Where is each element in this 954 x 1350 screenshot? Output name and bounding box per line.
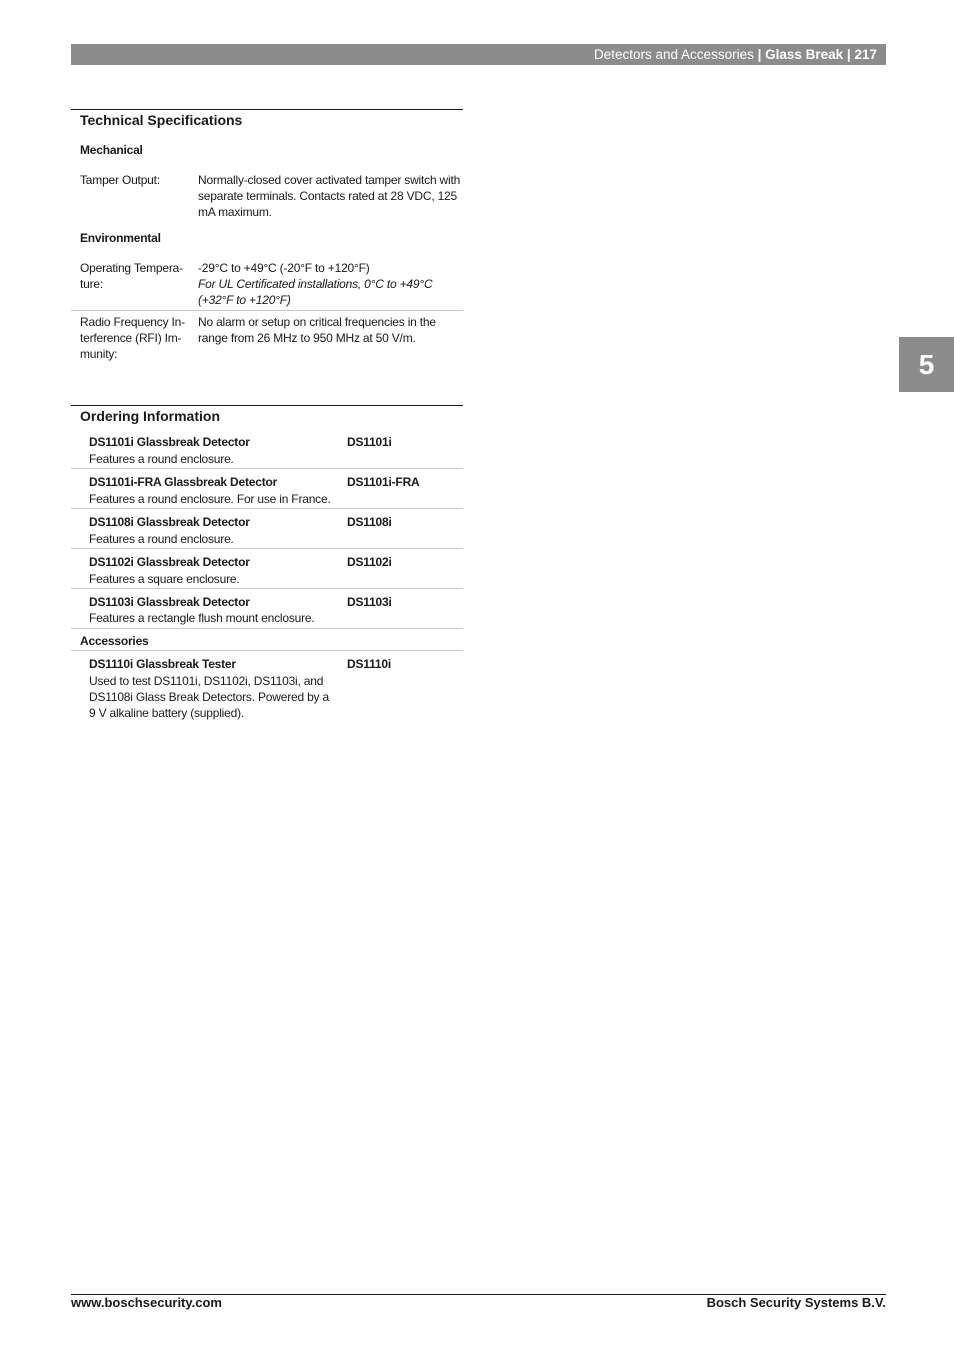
row-divider <box>71 310 463 311</box>
product-description: Features a round enclosure. <box>89 532 234 546</box>
chapter-tab: 5 <box>899 337 954 392</box>
row-divider <box>71 650 463 651</box>
temp-value <box>198 260 463 308</box>
environmental-heading: Environmental <box>80 231 161 245</box>
tech-specs-section <box>71 109 463 369</box>
tamper-value: Normally-closed cover activated tamper switch with separate terminals. Contacts rated at 28 VDC, 125 mA maximum. <box>198 173 461 219</box>
mechanical-heading: Mechanical <box>80 143 143 157</box>
accessory-name: DS1110i Glassbreak Tester <box>89 657 236 671</box>
product-name: DS1103i Glassbreak Detector <box>89 595 250 609</box>
product-name: DS1108i Glassbreak Detector <box>89 515 250 529</box>
product-code: DS1101i <box>347 435 392 449</box>
row-divider <box>71 548 463 549</box>
page-header <box>71 44 886 65</box>
accessories-heading: Accessories <box>80 634 149 648</box>
row-divider <box>71 588 463 589</box>
section-rule <box>71 109 463 110</box>
ordering-title: Ordering Information <box>80 408 220 424</box>
row-divider <box>71 508 463 509</box>
header-page-number: 217 <box>854 47 877 62</box>
product-description: Features a round enclosure. <box>89 452 234 466</box>
header-chapter: | Glass Break | <box>757 47 851 62</box>
product-name: DS1101i Glassbreak Detector <box>89 435 250 449</box>
rfi-label: Radio Frequency In-terference (RFI) Im-munity: <box>80 315 185 361</box>
footer-company: Bosch Security Systems B.V. <box>706 1295 886 1310</box>
product-code: DS1108i <box>347 515 392 529</box>
product-description: Features a round enclosure. For use in France. <box>89 492 331 506</box>
tech-specs-title: Technical Specifications <box>80 112 243 128</box>
product-description: Features a square enclosure. <box>89 572 240 586</box>
ordering-section <box>71 405 463 725</box>
product-code: DS1101i-FRA <box>347 475 420 489</box>
row-divider <box>71 468 463 469</box>
product-name: DS1102i Glassbreak Detector <box>89 555 250 569</box>
footer-website[interactable]: www.boschsecurity.com <box>71 1295 222 1310</box>
temp-range: -29°C to +49°C (-20°F to +120°F) <box>198 261 370 275</box>
header-section: Detectors and Accessories <box>594 47 754 62</box>
product-code: DS1103i <box>347 595 392 609</box>
product-code: DS1102i <box>347 555 392 569</box>
rfi-value: No alarm or setup on critical frequencies in the range from 26 MHz to 950 MHz at 50 V/m. <box>198 315 436 345</box>
accessory-description: Used to test DS1101i, DS1102i, DS1103i, and DS1108i Glass Break Detectors. Powered by a 9 V alkaline battery (supplied). <box>89 674 329 720</box>
temp-label: Operating Tempera-ture: <box>80 261 183 291</box>
row-divider <box>71 628 463 629</box>
tamper-label: Tamper Output: <box>80 173 160 187</box>
section-rule <box>71 405 463 406</box>
accessory-code: DS1110i <box>347 657 391 671</box>
product-description: Features a rectangle flush mount enclosure. <box>89 611 315 625</box>
product-name: DS1101i-FRA Glassbreak Detector <box>89 475 278 489</box>
temp-ul-note: For UL Certificated installations, 0°C to +49°C (+32°F to +120°F) <box>198 277 433 307</box>
